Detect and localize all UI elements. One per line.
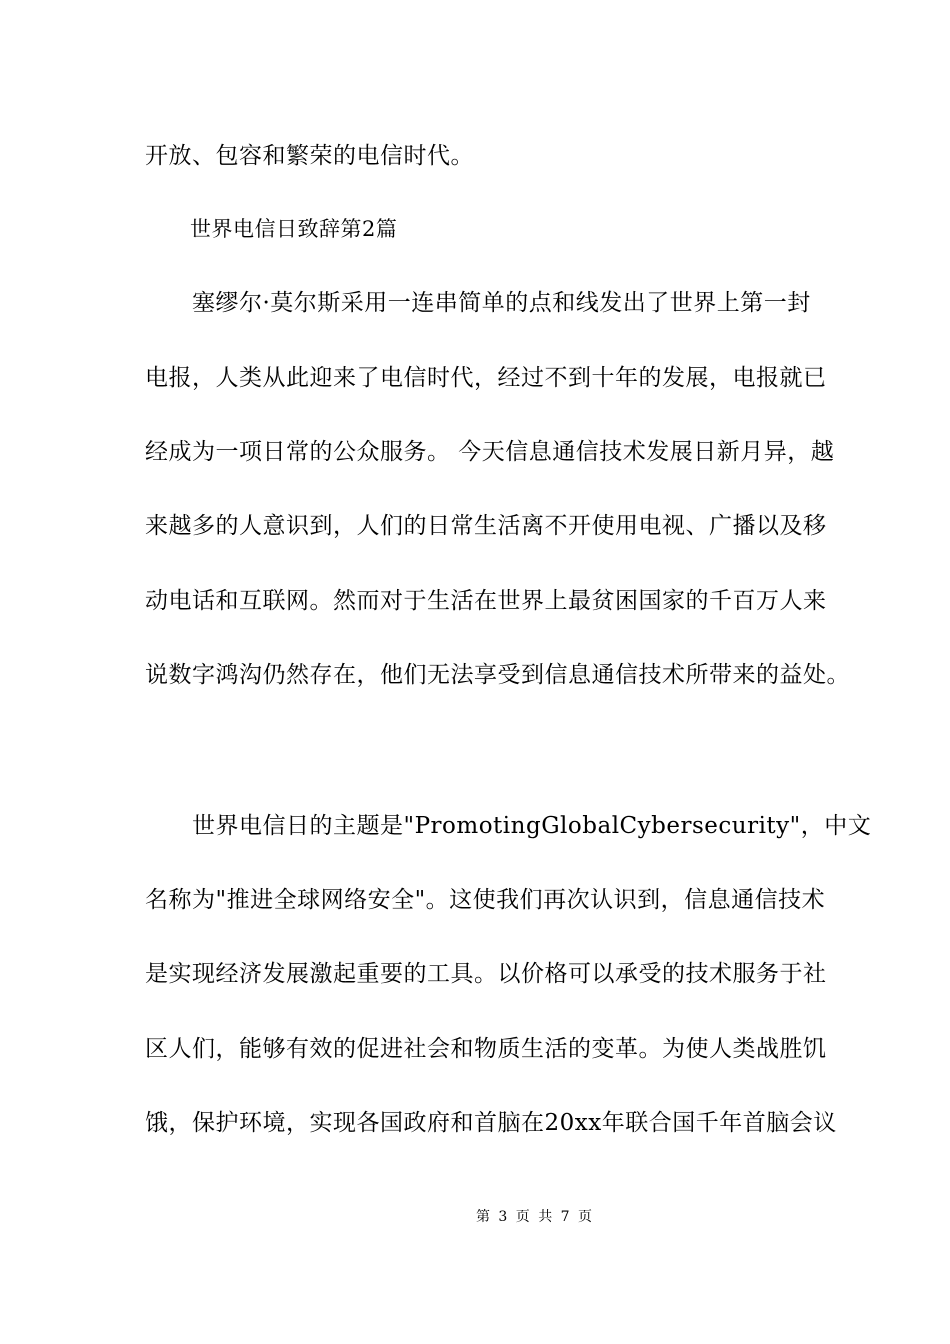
page-number-footer: 第 3 页 共 7 页 [475,1209,595,1225]
section-heading: 世界电信日致辞第2篇 [190,217,398,241]
paragraph-line: 开放、包容和繁荣的电信时代。 [145,143,474,169]
paragraph-line: 世界电信日的主题是"PromotingGlobalCybersecurity"，中文 [192,813,872,839]
paragraph-line: 是实现经济发展激起重要的工具。以价格可以承受的技术服务于社 [145,961,827,987]
paragraph-line: 饿，保护环境，实现各国政府和首脑在20xx年联合国千年首脑会议 [145,1110,837,1136]
paragraph-line: 动电话和互联网。然而对于生活在世界上最贫困国家的千百万人来 [145,588,827,614]
paragraph-line: 电报，人类从此迎来了电信时代，经过不到十年的发展，电报就已 [145,365,827,391]
paragraph-line: 经成为一项日常的公众服务。 今天信息通信技术发展日新月异，越 [145,439,835,465]
paragraph-line: 来越多的人意识到，人们的日常生活离不开使用电视、广播以及移 [145,513,827,539]
paragraph-line: 说数字鸿沟仍然存在，他们无法享受到信息通信技术所带来的益处。 [145,662,850,688]
paragraph-line: 塞缪尔·莫尔斯采用一连串简单的点和线发出了世界上第一封 [192,290,811,316]
paragraph-line: 区人们，能够有效的促进社会和物质生活的变革。为使人类战胜饥 [145,1036,827,1062]
paragraph-line: 名称为"推进全球网络安全"。这使我们再次认识到，信息通信技术 [145,887,826,913]
